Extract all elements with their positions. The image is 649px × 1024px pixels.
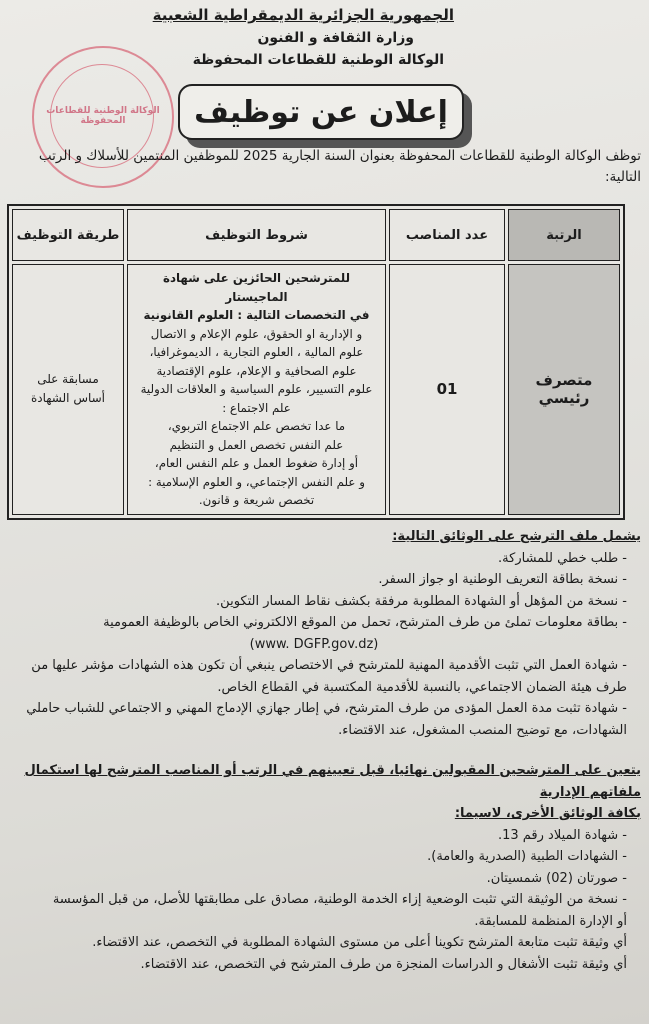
recruitment-table: [7, 204, 625, 520]
republic-heading: الجمهورية الجزائرية الديمقراطية الشعبية: [152, 6, 454, 24]
list-item: - صورتان (02) شمسيتان.: [486, 870, 627, 886]
intro-paragraph: توظف الوكالة الوطنية للقطاعات المحفوظة بعنوان السنة الجارية 2025 للموظفين المنتمين للأسلاك و الرتب التالية:: [38, 148, 641, 185]
condition-line: و الإدارية او الحقوق، علوم الإعلام و الاتصال: [150, 326, 363, 341]
cell-rank: متصرف رئيسي: [508, 264, 620, 515]
required-documents-section: [1, 526, 641, 741]
header-rank: الرتبة: [508, 209, 620, 261]
condition-line: و علم النفس الإجتماعي، و العلوم الإسلامية :: [148, 474, 365, 489]
table-row: [12, 264, 620, 515]
list-item: - نسخة من الوثيقة التي تثبت الوضعية إزاء الخدمة الوطنية، مصادق على مطابقتها للأصل، من قبل المؤسسة: [52, 892, 627, 907]
section-subheading: بكافة الوثائق الأخرى، لاسيما:: [454, 806, 641, 821]
documents-list: [1, 548, 641, 742]
condition-line: علم النفس تخصص العمل و التنظيم: [169, 437, 344, 452]
list-item: - نسخة بطاقة التعريف الوطنية او جواز السفر.: [378, 572, 627, 587]
list-item: - بطاقة معلومات تملئ من طرف المترشح، تحمل من الموقع الالكتروني الخاص بالوظيفة العمومية: [103, 615, 627, 630]
list-item: طرف هيئة الضمان الاجتماعي، بالنسبة للأقدمية المكتسبة في القطاع الخاص.: [217, 679, 627, 695]
condition-line: في التخصصات التالية : العلوم القانونية: [143, 308, 370, 322]
condition-line: علم الاجتماع :: [222, 400, 291, 415]
cell-method: مسابقة على أساس الشهادة: [12, 264, 124, 515]
announcement-title: إعلان عن توظيف: [178, 84, 464, 140]
condition-line: تخصص شريعة و قانون.: [198, 493, 315, 507]
condition-line: ما عدا تخصص علم الاجتماع التربوي،: [167, 419, 346, 433]
condition-line: علوم الصحافية و الإعلام، علوم الإقتصادية: [156, 363, 357, 378]
header-method: طريقة التوظيف: [12, 209, 124, 261]
stamp-text: الوكالة الوطنية للقطاعات المحفوظة: [46, 106, 160, 126]
list-item: - شهادة الميلاد رقم 13.: [497, 827, 627, 843]
condition-line: علوم المالية ، العلوم التجارية ، الديموغرافيا،: [149, 345, 364, 359]
list-item: - الشهادات الطبية (الصدرية والعامة).: [427, 849, 627, 864]
table-header-row: [12, 209, 620, 261]
list-item: - نسخة من المؤهل أو الشهادة المطلوبة مرفقة بكشف نقاط المسار التكوين.: [216, 593, 627, 609]
list-item: أي وثيقة تثبت متابعة المترشح تكوينا أعلى من مستوى الشهادة المطلوبة في التخصص، عند الاقتضاء.: [92, 935, 627, 950]
cell-conditions: [127, 264, 386, 515]
condition-line: علوم التسيير، علوم السياسية و العلاقات الدولية: [140, 382, 373, 396]
list-item: أي وثيقة تثبت الأشغال و الدراسات المنجزة من طرف المترشح في التخصص، عند الاقتضاء.: [140, 956, 627, 972]
list-item: - شهادة العمل التي تثبت الأقدمية المهنية للمترشح في الاختصاص ينبغي أن تكون هذه الشهادات مؤشر عليها من: [31, 658, 627, 673]
list-item: الشهادات، مع توضيح المنصب المشغول، عند الاقتضاء.: [338, 722, 627, 738]
ministry-heading: وزارة الثقافة و الفنون: [257, 30, 414, 46]
cell-positions: 01: [389, 264, 505, 515]
list-item: (www. DGFP.gov.dz): [249, 636, 379, 652]
condition-line: أو إدارة ضغوط العمل و علم النفس العام،: [154, 456, 359, 470]
list-item: - طلب خطي للمشاركة.: [498, 550, 627, 566]
header-positions: عدد المناصب: [389, 209, 505, 261]
agency-heading: الوكالة الوطنية للقطاعات المحفوظة: [192, 52, 444, 68]
list-item: - شهادة تثبت مدة العمل المؤدى من طرف المترشح، في إطار جهازي الإدماج المهني و الاجتماعي للشباب حاملي: [26, 701, 627, 716]
condition-line: للمترشحين الحائزين على شهادة الماجيستار: [162, 271, 351, 304]
header-conditions: شروط التوظيف: [127, 209, 386, 261]
additional-documents-section: [1, 760, 641, 975]
section-heading: يتعين على المترشحين المقبولين نهائيا، قبل تعيينهم في الرتب أو المناصب المترشح لها استكمال ملفاتهم الإدارية: [24, 763, 641, 800]
additional-documents-list: [1, 825, 641, 976]
section-heading: يشمل ملف الترشح على الوثائق التالية:: [392, 529, 641, 544]
list-item: أو الإدارة المنظمة للمسابقة.: [474, 913, 627, 929]
